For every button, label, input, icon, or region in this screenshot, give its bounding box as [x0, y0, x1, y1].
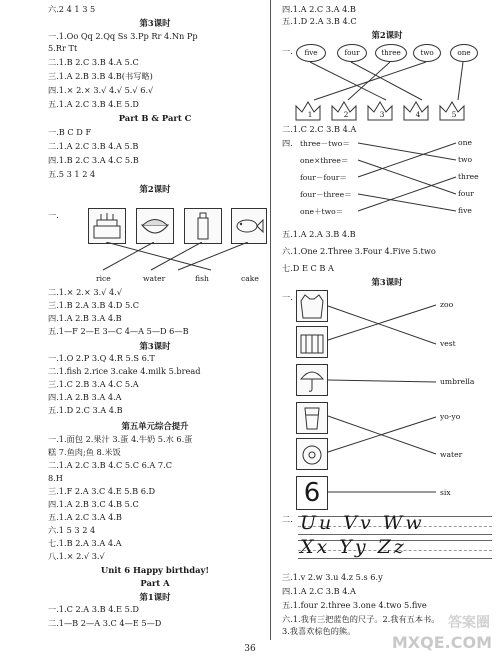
answer-line: 二.1.B 2.C 3.B 4.A 5.C [48, 57, 139, 67]
answer-line: 七.D E C B A [282, 263, 334, 273]
answer-line: 一.1.O 2.P 3.Q 4.R 5.S 6.T [48, 353, 155, 363]
matching-lines [48, 242, 262, 274]
answer-line: 三.1.F 2.A 3.C 4.E 5.B 6.D [48, 486, 156, 496]
picture-matching-lines [282, 290, 492, 510]
answer-line: 一.1.C 2.A 3.B 4.E 5.D [48, 604, 139, 614]
lesson-header: 第3课时 [139, 18, 171, 28]
equation-matching-lines [282, 138, 492, 218]
word-oval: one [450, 44, 478, 62]
word-label: vest [440, 339, 456, 348]
unit-review-header: 第五单元综合提升 [121, 421, 189, 431]
unit-header: Unit 6 Happy birthday! [100, 565, 210, 575]
answer-line: 五.1.A 2.C 3.B 4.E 5.D [48, 99, 139, 109]
equation: four－three＝ [300, 190, 352, 199]
answer-line: 五.1.A 2.A 3.B 4.B [282, 229, 356, 239]
lesson-header: 第3课时 [139, 341, 171, 351]
fish-icon [232, 209, 266, 243]
answer-line: 三.1.v 2.w 3.u 4.z 5.s 6.y [282, 572, 383, 582]
answer-line: 一.1.面包 2.果汁 3.蛋 4.牛奶 5.水 6.蛋 [48, 434, 193, 444]
answer-line: 四.1.A 2.C 3.B 4.A [282, 586, 356, 596]
answer-line: 四.1.A 2.B 3.A 4.B [48, 313, 122, 323]
answer-line: 四.1.A 2.B 3.C 4.B 5.C [48, 499, 139, 509]
answer-line: 六.1 5 3 2 4 [48, 525, 96, 535]
equation-answer: five [458, 206, 472, 215]
cake-label: cake [241, 274, 259, 283]
lesson-header: 第3课时 [371, 277, 403, 287]
word-label: yo-yo [440, 412, 461, 421]
writing-rule [298, 558, 492, 559]
word-oval: three [375, 44, 407, 62]
answer-line: 五.1.D 2.A 3.B 4.C [282, 16, 357, 26]
digit-six: 6 [303, 478, 321, 508]
equation-answer: four [458, 189, 474, 198]
water-picture [184, 208, 222, 244]
answer-line: 四. [282, 138, 293, 148]
crown-number: 1 [307, 110, 313, 119]
answer-line: 5.Rr Tt [48, 43, 78, 53]
lesson-header: 第2课时 [371, 30, 403, 40]
answer-line: 二.1.fish 2.rice 3.cake 4.milk 5.bread [48, 366, 201, 376]
equation-answer: three [458, 172, 479, 181]
question-mark: 一. [282, 292, 293, 302]
crown-number: 4 [415, 110, 421, 119]
answer-line: 六.1.One 2.Three 3.Four 4.Five 5.two [282, 246, 436, 256]
word-label: water [440, 450, 463, 459]
answer-line: 二.1.× 2.× 3.√ 4.√ [48, 287, 122, 297]
question-mark: 二. [282, 514, 293, 524]
writing-rule [298, 534, 492, 535]
equation-answer: two [458, 155, 473, 164]
word-label: umbrella [440, 377, 475, 386]
answer-line: 五.1.D 2.C 3.A 4.B [48, 405, 123, 415]
part-header: Part A [140, 578, 170, 588]
rice-label: rice [96, 274, 111, 283]
equation: one×three＝ [300, 156, 349, 165]
oval-matching-lines [282, 62, 492, 102]
answer-line: 三.1.A 2.B 3.B 4.B(书写略) [48, 71, 153, 81]
word-oval: five [296, 44, 326, 62]
rice-bowl-icon [137, 209, 173, 243]
fish-label: fish [195, 274, 209, 283]
answer-line: 一.B C D F [48, 127, 92, 137]
answer-line: 3.我喜欢棕色的熊。 [282, 626, 356, 636]
word-oval: two [413, 44, 441, 62]
water-bottle-icon [185, 209, 221, 243]
word-label: zoo [440, 300, 454, 309]
answer-line: 四.1.× 2.× 3.√ 4.√ 5.√ 6.√ [48, 85, 154, 95]
cake-icon [89, 209, 125, 243]
fish-picture [231, 208, 267, 244]
crown-number: 5 [451, 110, 457, 119]
answer-line: 六.1.我有三把蓝色的尺子。2.我有五本书。 [282, 614, 440, 624]
answer-line: 五.1.A 2.C 3.A 4.B [48, 512, 122, 522]
answer-line: 8.H [48, 473, 63, 483]
answer-line: 三.1.C 2.B 3.A 4.C 5.A [48, 379, 139, 389]
word-oval: four [337, 44, 367, 62]
watermark-url: MXQE.COM [391, 633, 492, 652]
answer-line: 四.1.A 2.C 3.A 4.B [282, 4, 356, 14]
rice-picture [136, 208, 174, 244]
lesson-header: 第1课时 [139, 592, 171, 602]
equation: three－two＝ [300, 139, 350, 148]
answer-line: 四.1.B 2.C 3.A 4.C 5.B [48, 155, 139, 165]
cake-picture [88, 208, 126, 244]
equation: four－four＝ [300, 173, 347, 182]
answer-line: 二.1.C 2.C 3.B 4.A [282, 124, 357, 134]
answer-line: 六.2 4 1 3 5 [48, 4, 96, 14]
water-label: water [143, 274, 166, 283]
section-header: Part B & Part C [118, 113, 192, 123]
answer-line: 四.1.A 2.B 3.A 4.A [48, 392, 122, 402]
answer-line: 一.1.Oo Qq 2.Qq Ss 3.Pp Rr 4.Nn Pp [48, 31, 198, 41]
equation-answer: one [458, 138, 472, 147]
equation: one＋two＝ [300, 207, 344, 216]
answer-line: 糕 7.鱼肉;鱼 8.米饭 [48, 447, 121, 457]
question-mark: 一. [48, 210, 59, 220]
question-mark: 一. [282, 46, 293, 56]
crown-number: 2 [343, 110, 349, 119]
lesson-header: 第2课时 [139, 184, 171, 194]
answer-line: 七.1.B 2.A 3.A 4.A [48, 538, 122, 548]
handwriting-line: Uu Vv Ww [300, 512, 425, 534]
watermark-text: 答案圈 [448, 615, 490, 631]
crown-number: 3 [379, 110, 385, 119]
answer-line: 二.1.A 2.C 3.B 4.C 5.C 6.A 7.C [48, 460, 172, 470]
word-label: six [440, 488, 451, 497]
page-number: 36 [244, 644, 256, 654]
column-divider [270, 0, 271, 640]
answer-line: 五.5 3 1 2 4 [48, 169, 96, 179]
handwriting-line: Xx Yy Zz [300, 536, 407, 558]
answer-line: 二.1.A 2.C 3.B 4.A 5.B [48, 141, 139, 151]
answer-line: 五.1.four 2.three 3.one 4.two 5.five [282, 600, 427, 610]
answer-line: 三.1.B 2.A 3.B 4.D 5.C [48, 300, 140, 310]
answer-line: 五.1—F 2—E 3—C 4—A 5—D 6—B [48, 326, 189, 336]
answer-line: 二.1—B 2—A 3.C 4—E 5—D [48, 618, 162, 628]
answer-line: 八.1.× 2.√ 3.√ [48, 551, 105, 561]
